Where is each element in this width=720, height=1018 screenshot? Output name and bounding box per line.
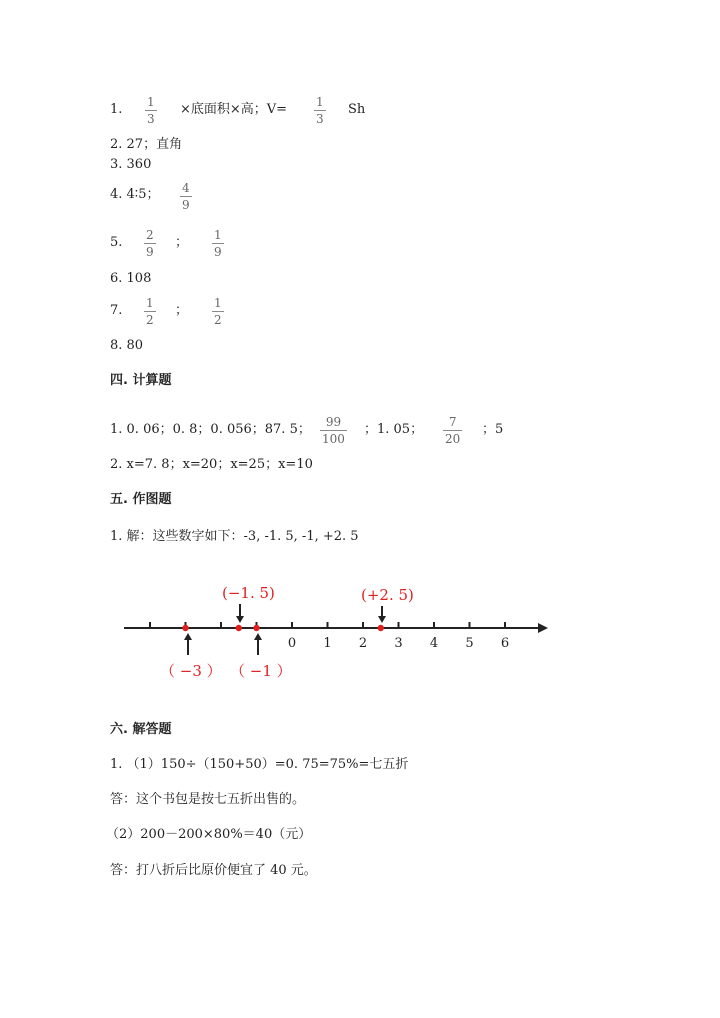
fraction-numerator: 1 [214, 228, 222, 242]
marked-point [236, 625, 242, 631]
tick-label: 2 [358, 636, 368, 651]
fraction [320, 415, 347, 446]
fraction [212, 228, 224, 259]
tick-label: 4 [429, 636, 439, 651]
fraction-denominator: 3 [316, 112, 324, 126]
fraction [314, 95, 326, 126]
fraction-numerator: 99 [325, 415, 342, 429]
fraction-numerator: 2 [146, 228, 154, 242]
item-text: 1. 0. 06；0. 8；0. 056；87. 5； [110, 422, 311, 437]
fraction-numerator: 1 [147, 95, 155, 109]
fraction-denominator: 9 [182, 198, 190, 212]
tick-label: 6 [500, 636, 510, 651]
fraction [144, 228, 156, 259]
fraction-denominator: 9 [146, 245, 154, 259]
tick-label: 1 [323, 636, 332, 651]
bottom-label-neg-3: （ −3 ） [160, 662, 222, 680]
fraction-numerator: 1 [214, 296, 222, 310]
solution-answer-2: 答：打八折后比原价便宜了 40 元。 [110, 863, 317, 878]
item-tail: ；5 [482, 422, 504, 437]
section-title-solutions: 六. 解答题 [110, 722, 172, 737]
answer-item-8: 8. 80 [110, 338, 144, 353]
fraction-numerator: 4 [182, 181, 190, 195]
fraction-denominator: 9 [214, 245, 222, 259]
drawing-item-1: 1. 解：这些数字如下：-3, -1. 5, -1, +2. 5 [110, 529, 359, 544]
section-title-drawing: 五. 作图题 [110, 492, 172, 507]
answer-item-3: 3. 360 [110, 157, 152, 172]
tick-label: 3 [394, 636, 403, 651]
top-label-neg-1-5: (−1. 5) [222, 584, 275, 602]
answer-item-6: 6. 108 [110, 271, 152, 286]
fraction-numerator: 1 [316, 95, 324, 109]
fraction-denominator: 100 [322, 432, 345, 446]
fraction-denominator: 2 [214, 313, 222, 327]
tick-label: 5 [465, 636, 474, 651]
calc-item-2: 2. x=7. 8；x=20；x=25；x=10 [110, 457, 313, 472]
item-mid: ；1. 05； [364, 422, 424, 437]
fraction [144, 296, 156, 327]
solution-line-1: 1. （1）150÷（150+50）=0. 75=75%=七五折 [110, 757, 409, 772]
separator: ； [175, 303, 189, 318]
number-line [0, 578, 720, 688]
fraction [212, 296, 224, 327]
arrow-up-icon [184, 633, 192, 640]
fraction-denominator: 2 [146, 313, 154, 327]
fraction [180, 181, 192, 212]
marked-point [182, 625, 188, 631]
solution-line-2: （2）200－200×80%＝40（元） [106, 827, 312, 842]
section-title-calculation: 四. 计算题 [110, 373, 172, 388]
formula-text: ×底面积×高；V= [180, 102, 288, 117]
solution-answer-1: 答：这个书包是按七五折出售的。 [110, 792, 306, 807]
tick-label: 0 [287, 636, 297, 651]
bottom-label-neg-1: （ −1 ） [230, 662, 292, 680]
marked-point [253, 625, 259, 631]
item-number: 7. [110, 303, 123, 318]
fraction-numerator: 1 [146, 296, 154, 310]
arrow-down-icon [378, 616, 386, 623]
arrow-down-icon [236, 616, 244, 623]
fraction-denominator: 3 [147, 112, 155, 126]
answer-item-2: 2. 27；直角 [110, 137, 183, 152]
item-text: 4. 4∶5； [110, 187, 160, 202]
fraction [145, 95, 157, 126]
separator: ； [175, 235, 189, 250]
top-label-pos-2-5: (+2. 5) [361, 586, 414, 604]
arrow-head [538, 623, 548, 633]
fraction-numerator: 7 [448, 415, 457, 429]
fraction [443, 415, 462, 446]
item-number: 5. [110, 235, 123, 250]
item-number: 1. [110, 102, 123, 117]
marked-point [378, 625, 384, 631]
fraction-denominator: 20 [445, 432, 461, 446]
arrow-up-icon [254, 633, 262, 640]
formula-tail: Sh [348, 102, 366, 117]
